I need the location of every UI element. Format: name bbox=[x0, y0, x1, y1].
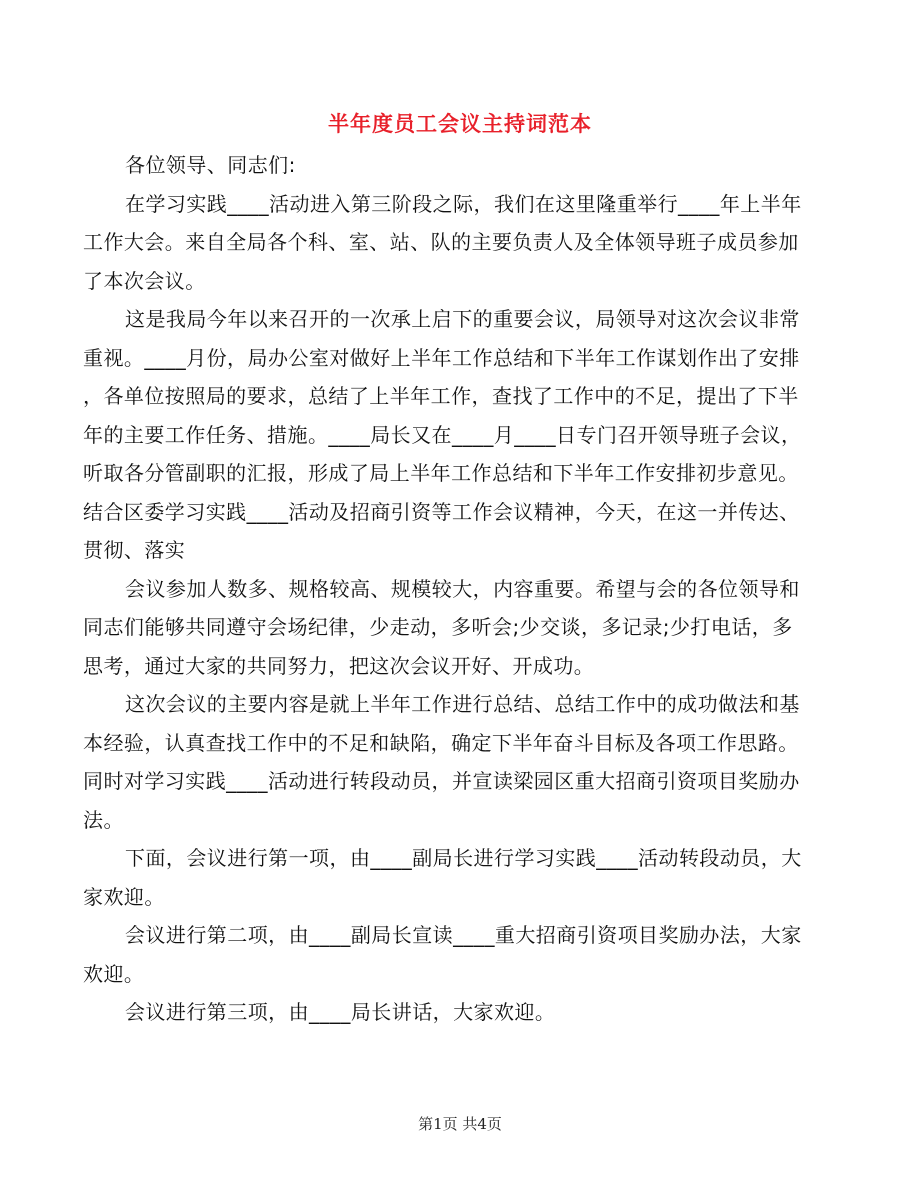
paragraph-item-three bbox=[83, 993, 843, 1032]
paragraph-line: 结合区委学习实践____活动及招商引资等工作会议精神，今天，在这一并传达、 bbox=[83, 499, 800, 524]
paragraph-discipline bbox=[83, 570, 843, 686]
paragraph-line: ，各单位按照局的要求，总结了上半年工作，查找了工作中的不足，提出了下半 bbox=[83, 384, 799, 408]
paragraph-line: 在学习实践____活动进入第三阶段之际，我们在这里隆重举行____年上半年 bbox=[125, 191, 802, 216]
paragraph-opening bbox=[83, 185, 843, 301]
document-title: 半年度员工会议主持词范本 bbox=[328, 112, 592, 136]
paragraph-line: 这次会议的主要内容是就上半年工作进行总结、总结工作中的成功做法和基 bbox=[125, 692, 800, 716]
paragraph-line: 贯彻、落实 bbox=[83, 538, 186, 562]
paragraph-line: 下面，会议进行第一项，由____副局长进行学习实践____活动转段动员，大 bbox=[125, 846, 802, 870]
paragraph-line: 家欢迎。 bbox=[83, 884, 165, 909]
paragraph-line: 各位领导、同志们: bbox=[125, 153, 296, 177]
paragraph-line: 本经验，认真查找工作中的不足和缺陷，确定下半年奋斗目标及各项工作思路。 bbox=[83, 730, 799, 755]
paragraph-item-one bbox=[83, 839, 843, 916]
paragraph-greeting bbox=[83, 146, 843, 185]
page-number-footer: 第1页 共4页 bbox=[418, 1115, 502, 1133]
paragraph-line: 同时对学习实践____活动进行转段动员，并宣读梁园区重大招商引资项目奖励办 bbox=[83, 769, 800, 793]
paragraph-line: 会议进行第二项，由____副局长宣读____重大招商引资项目奖励办法，大家 bbox=[125, 923, 802, 947]
paragraph-agenda bbox=[83, 685, 843, 839]
paragraph-line: 年的主要工作任务、措施。____局长又在____月____日专门召开领导班子会议， bbox=[83, 422, 802, 447]
paragraph-line: 会议参加人数多、规格较高、规模较大，内容重要。希望与会的各位领导和 bbox=[125, 576, 800, 601]
paragraph-line: 思考，通过大家的共同努力，把这次会议开好、开成功。 bbox=[83, 653, 595, 678]
document-body bbox=[83, 146, 843, 1032]
paragraph-line: 会议进行第三项，由____局长讲话，大家欢迎。 bbox=[125, 1000, 556, 1024]
paragraph-line: 听取各分管副职的汇报，形成了局上半年工作总结和下半年工作安排初步意见。 bbox=[83, 461, 799, 485]
paragraph-importance bbox=[83, 300, 843, 570]
paragraph-line: 这是我局今年以来召开的一次承上启下的重要会议，局领导对这次会议非常 bbox=[125, 307, 800, 331]
paragraph-line: 欢迎。 bbox=[83, 961, 145, 986]
paragraph-line: 了本次会议。 bbox=[83, 268, 206, 293]
paragraph-line: 法。 bbox=[83, 807, 124, 832]
paragraph-line: 重视。____月份，局办公室对做好上半年工作总结和下半年工作谋划作出了安排 bbox=[83, 345, 800, 370]
paragraph-line: 工作大会。来自全局各个科、室、站、队的主要负责人及全体领导班子成员参加 bbox=[83, 230, 799, 254]
paragraph-line: 同志们能够共同遵守会场纪律，少走动，多听会;少交谈，多记录;少打电话，多 bbox=[83, 615, 793, 639]
paragraph-item-two bbox=[83, 916, 843, 993]
